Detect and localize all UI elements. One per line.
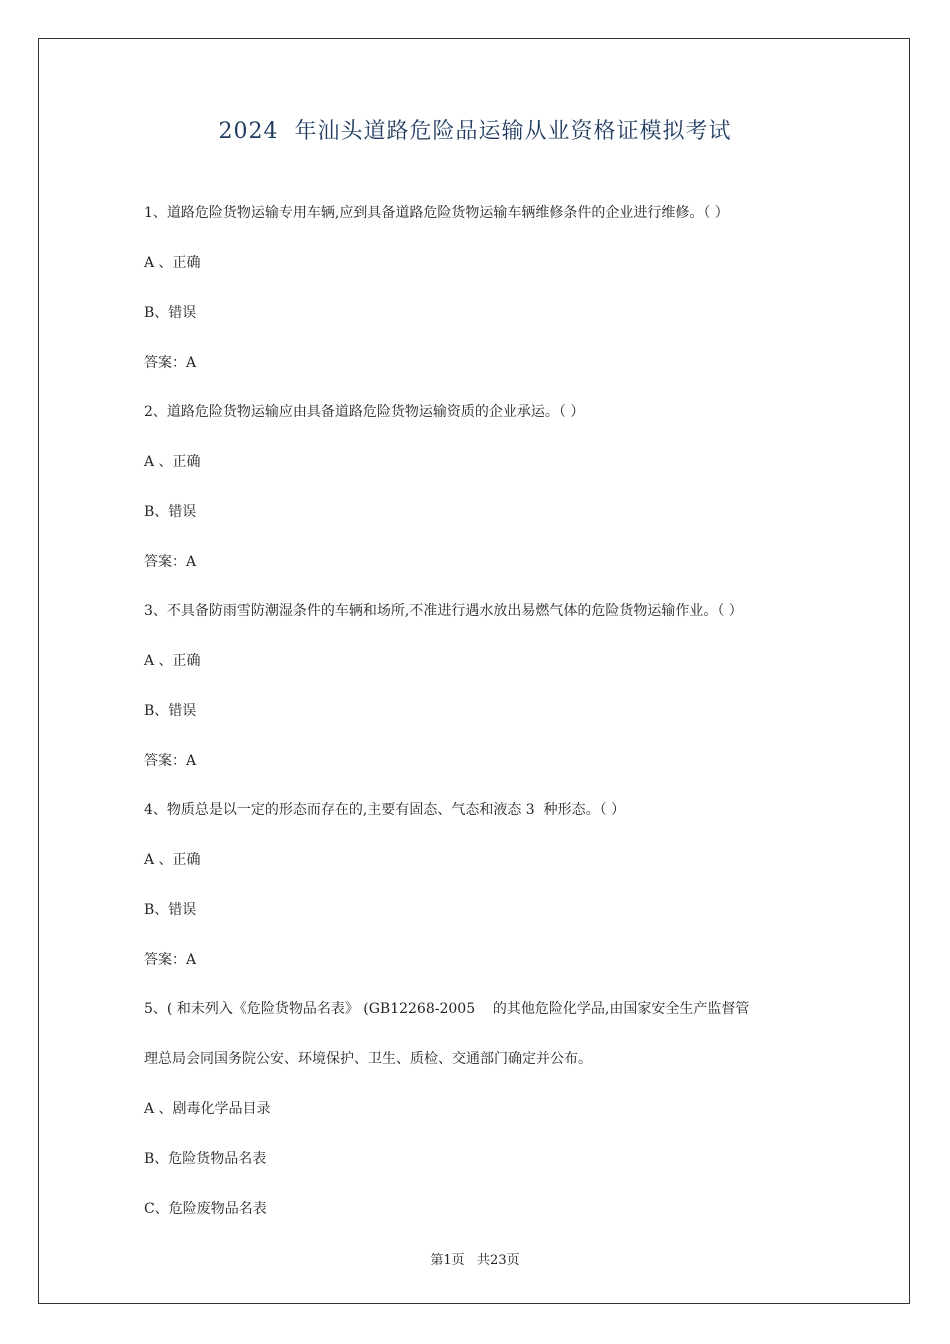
question-5-text-line-2: 理总局会同国务院公安、环境保护、卫生、质检、交通部门确定并公布。: [144, 1051, 592, 1067]
question-1-option-a: A 、正确: [144, 255, 201, 271]
question-3-text: 3、不具备防雨雪防潮湿条件的车辆和场所,不准进行遇水放出易燃气体的危险货物运输作业。（ ）: [144, 603, 743, 619]
question-3-option-a: A 、正确: [144, 653, 201, 669]
question-3-option-b: B、错误: [144, 703, 197, 719]
question-5-text-line-1: 5、( 和未列入《危险货物品名表》 (GB12268-2005 的其他危险化学品,由国家安全生产监督管: [144, 1001, 750, 1017]
question-2-option-b: B、错误: [144, 504, 197, 520]
question-2-answer: 答案：A: [144, 554, 197, 570]
question-4-answer: 答案：A: [144, 952, 197, 968]
question-2-text: 2、道路危险货物运输应由具备道路危险货物运输资质的企业承运。（ ）: [144, 404, 585, 420]
question-4-option-b: B、错误: [144, 902, 197, 918]
question-1-answer: 答案：A: [144, 355, 197, 371]
page-footer: 第1页 共23页: [430, 1253, 520, 1268]
question-5-option-b: B、危险货物品名表: [144, 1151, 267, 1167]
question-4-option-a: A 、正确: [144, 852, 201, 868]
question-1-text: 1、道路危险货物运输专用车辆,应到具备道路危险货物运输车辆维修条件的企业进行维修。（ ）: [144, 205, 729, 221]
question-1-option-b: B、错误: [144, 305, 197, 321]
question-4-text: 4、物质总是以一定的形态而存在的,主要有固态、气态和液态 3 种形态。（ ）: [144, 802, 626, 818]
question-3-answer: 答案：A: [144, 753, 197, 769]
document-title: 2024 年汕头道路危险品运输从业资格证模拟考试: [218, 119, 732, 144]
question-5-option-a: A 、剧毒化学品目录: [144, 1101, 271, 1117]
question-5-option-c: C、危险废物品名表: [144, 1201, 267, 1217]
question-2-option-a: A 、正确: [144, 454, 201, 470]
